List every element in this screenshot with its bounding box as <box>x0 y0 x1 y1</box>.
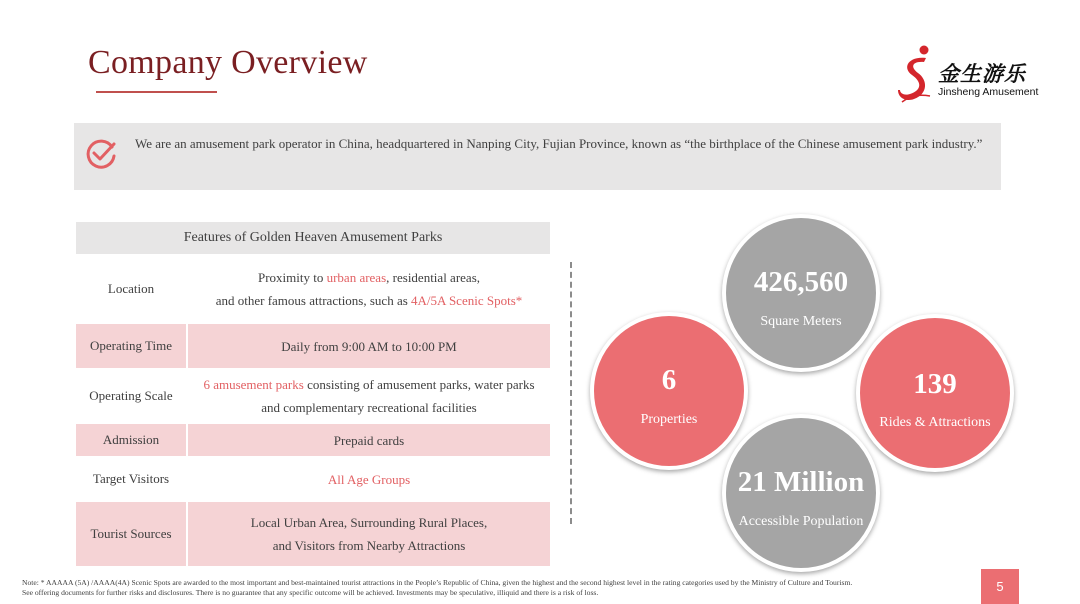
row-value-target-visitors: All Age Groups <box>327 471 411 487</box>
location-highlight-scenic: 4A/5A Scenic Spots* <box>411 293 523 308</box>
footnote-line: Note: * AAAAA (5A) /AAAA(4A) Scenic Spots are awarded to the most important and best-maintained tourist attractions in the People’s Republic of China, given the highest and the second highest level in the rating categories used by the Ministry of Culture and Tourism. <box>22 578 853 587</box>
row-label-operating-scale: Operating Scale <box>89 388 173 403</box>
table-row <box>76 256 550 322</box>
row-value-tourist-sources <box>188 502 550 566</box>
stat-circle-properties <box>590 312 748 470</box>
scale-highlight: 6 amusement parks <box>203 377 304 392</box>
table-row <box>76 458 550 500</box>
location-text: Proximity to <box>257 270 327 285</box>
stat-label: Rides & Attractions <box>879 415 991 430</box>
table-row <box>76 324 550 368</box>
scale-text: consisting of amusement parks, water parks and complementary recreational facilities <box>261 377 535 415</box>
stat-circle-population <box>722 414 880 572</box>
row-value-operating-scale <box>188 370 550 422</box>
title-underline <box>96 91 217 93</box>
location-text: , residential areas, <box>386 270 480 285</box>
company-logo <box>896 44 1056 106</box>
table-row <box>76 502 550 566</box>
intro-text: We are an amusement park operator in China, headquartered in Nanping City, Fujian Province, known as “the birthplace of the Chinese amusement park industry.” <box>135 136 983 151</box>
stat-number: 426,560 <box>753 266 849 298</box>
row-label-admission: Admission <box>76 424 186 456</box>
page-number: 5 <box>981 569 1019 604</box>
stat-number: 139 <box>913 368 957 400</box>
footnote-line: See offering documents for further risks and disclosures. There is no guarantee that any specific outcome will be achieved. Investments may be speculative, illiquid and there is a risk of loss. <box>22 588 599 597</box>
location-text: and other famous attractions, such as <box>215 293 412 308</box>
stat-circle-square-meters <box>722 214 880 372</box>
jinsheng-s-logo-icon <box>896 44 938 106</box>
features-header: Features of Golden Heaven Amusement Parks <box>76 222 550 254</box>
row-label-operating-time: Operating Time <box>76 324 186 368</box>
stat-label: Properties <box>640 412 698 427</box>
logo-chinese-name: 金生游乐 <box>938 62 1026 86</box>
intro-banner <box>74 123 1001 190</box>
stat-number: 21 Million <box>737 466 865 498</box>
table-row <box>76 370 550 422</box>
tourist-sources-line: and Visitors from Nearby Attractions <box>272 538 466 553</box>
stat-label: Accessible Population <box>738 514 864 529</box>
row-label-target-visitors: Target Visitors <box>92 471 170 486</box>
row-value-admission: Prepaid cards <box>188 424 550 456</box>
stat-number: 6 <box>661 364 677 396</box>
table-row <box>76 424 550 456</box>
row-label-tourist-sources: Tourist Sources <box>76 502 186 566</box>
row-value-operating-time: Daily from 9:00 AM to 10:00 PM <box>188 324 550 368</box>
features-table <box>76 222 550 566</box>
tourist-sources-line: Local Urban Area, Surrounding Rural Places, <box>250 515 488 530</box>
row-value-location <box>188 256 550 322</box>
location-highlight-urban: urban areas <box>326 270 387 285</box>
dashed-divider <box>570 262 572 524</box>
stat-circle-rides <box>856 314 1014 472</box>
page-title: Company Overview <box>88 44 368 81</box>
logo-english-name: Jinsheng Amusement <box>938 86 1039 98</box>
check-circle-icon <box>84 137 118 171</box>
row-label-location: Location <box>107 281 155 296</box>
footnote <box>22 578 982 598</box>
stat-label: Square Meters <box>760 314 842 329</box>
